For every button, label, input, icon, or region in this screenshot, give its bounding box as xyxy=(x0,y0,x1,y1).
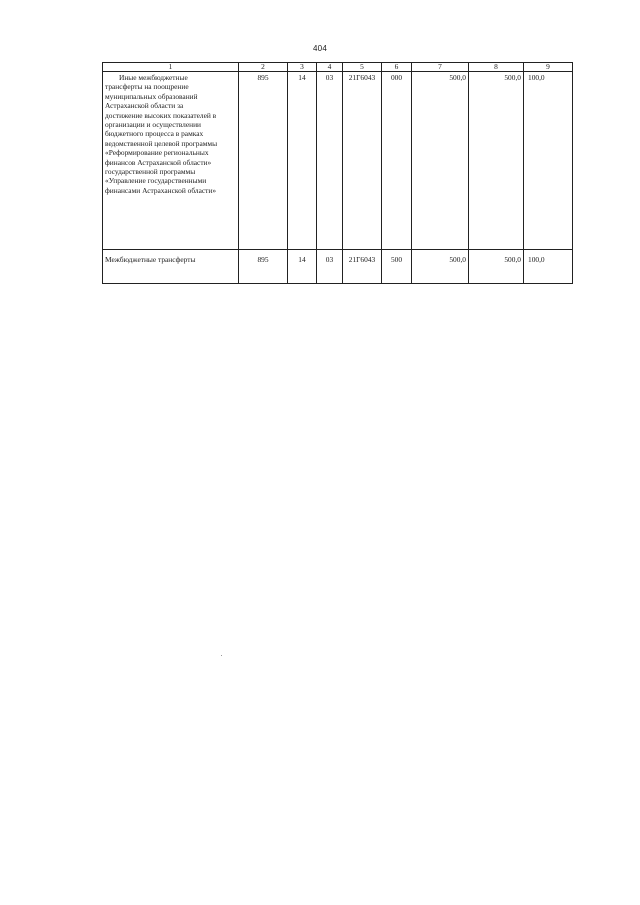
description-line: организации и осуществлении xyxy=(105,120,201,130)
description-line: государственной программы xyxy=(105,167,196,177)
cell-section: 14 xyxy=(288,250,317,284)
cell-expense-type: 000 xyxy=(382,72,412,250)
column-header: 8 xyxy=(469,63,524,72)
description-line: «Управление государственными xyxy=(105,176,207,186)
description-line: «Реформирование региональных xyxy=(105,148,209,158)
description-line: достижение высоких показателей в xyxy=(105,110,217,120)
row-description xyxy=(103,72,239,250)
cell-expense-type: 500 xyxy=(382,250,412,284)
header-row xyxy=(103,63,573,72)
description-line: финансами Астраханской области» xyxy=(105,185,217,195)
cell-amount-col8: 500,0 xyxy=(469,250,524,284)
page-number: 404 xyxy=(313,44,327,53)
column-header: 3 xyxy=(288,63,317,72)
cell-department-code: 895 xyxy=(239,250,288,284)
budget-table xyxy=(102,62,573,284)
column-header: 5 xyxy=(343,63,382,72)
scan-speck xyxy=(221,655,222,656)
table-row xyxy=(103,250,573,284)
cell-subsection: 03 xyxy=(317,72,343,250)
cell-target-article: 21Г6043 xyxy=(343,250,382,284)
column-header: 7 xyxy=(412,63,469,72)
cell-amount-col8: 500,0 xyxy=(469,72,524,250)
cell-amount-col7: 500,0 xyxy=(412,250,469,284)
description-line: Астраханской области за xyxy=(105,101,184,111)
column-header: 1 xyxy=(103,63,239,72)
column-header: 9 xyxy=(524,63,573,72)
cell-percent-col9: 100,0 xyxy=(524,250,573,284)
description-line: ведомственной целевой программы xyxy=(105,138,218,148)
description-line: бюджетного процесса в рамках xyxy=(105,129,204,139)
column-header: 6 xyxy=(382,63,412,72)
description-line: муниципальных образований xyxy=(105,91,198,101)
table-row xyxy=(103,72,573,250)
cell-section: 14 xyxy=(288,72,317,250)
cell-percent-col9: 100,0 xyxy=(524,72,573,250)
cell-target-article: 21Г6043 xyxy=(343,72,382,250)
description-line: трансферты на поощрение xyxy=(105,82,189,92)
cell-amount-col7: 500,0 xyxy=(412,72,469,250)
column-header: 2 xyxy=(239,63,288,72)
row-description: Межбюджетные трансферты xyxy=(103,250,239,284)
cell-subsection: 03 xyxy=(317,250,343,284)
description-line: Иные межбюджетные xyxy=(119,73,188,82)
column-header: 4 xyxy=(317,63,343,72)
description-line: финансов Астраханской области» xyxy=(105,157,212,167)
cell-department-code: 895 xyxy=(239,72,288,250)
